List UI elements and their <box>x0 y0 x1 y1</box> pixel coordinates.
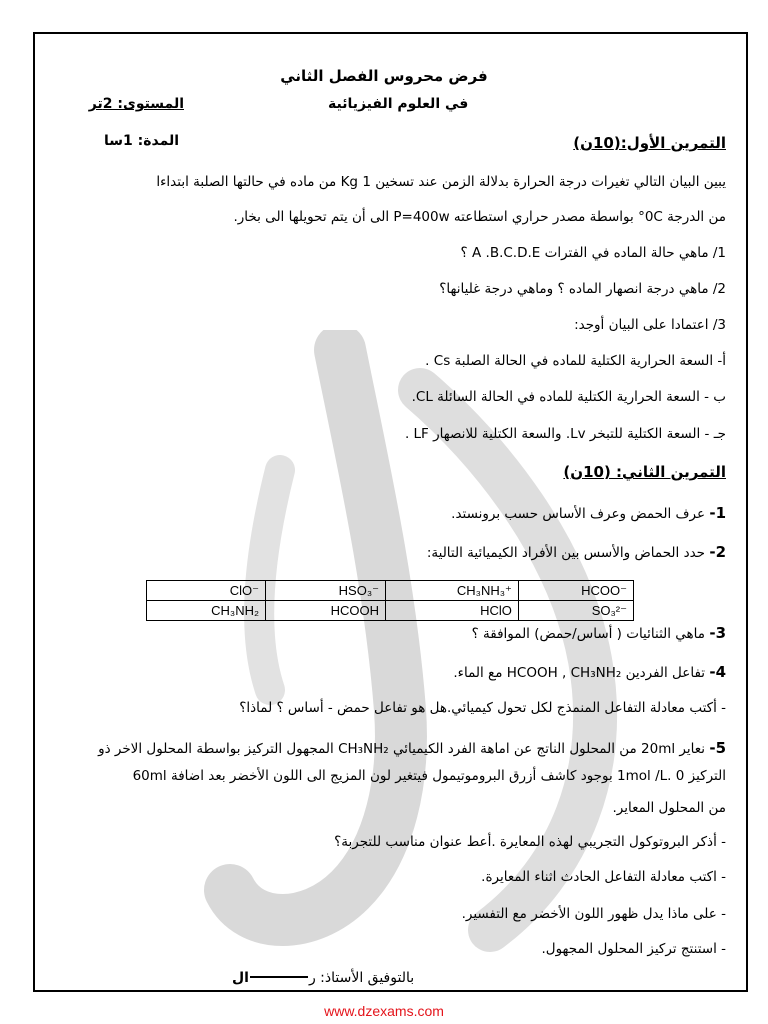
table-cell: HCOO⁻ <box>518 581 633 601</box>
table-cell: HCOOH <box>266 601 386 621</box>
exercise1-intro-line1: يبين البيان التالي تغيرات درجة الحرارة بدلالة الزمن عند تسخين 1 Kg من ماده في حالتها الصلبة ابتداءا <box>156 174 726 190</box>
table-cell: HSO₃⁻ <box>266 581 386 601</box>
footer-url[interactable]: www.dzexams.com <box>324 1003 444 1019</box>
table-cell: CH₃NH₃⁺ <box>386 581 519 601</box>
table-cell: CH₃NH₂ <box>147 601 266 621</box>
exercise2-question5d: - استنتج تركيز المحلول المجهول. <box>541 941 726 957</box>
signature-stroke <box>250 976 308 978</box>
exercise2-question5-line2: التركيز 0 .1mol /L بوجود كاشف أزرق البروموتيمول فيتغير لون المزيج الى اللون الأخضر بعد اضافة 60ml <box>132 768 726 784</box>
table-cell: HClO <box>386 601 519 621</box>
table-cell: SO₃²⁻ <box>518 601 633 621</box>
exercise1-question2: 2/ ماهي درجة انصهار الماده ؟ وماهي درجة غليانها؟ <box>439 281 726 297</box>
exercise1-question3a: أ- السعة الحرارية الكتلية للماده في الحالة الصلبة Cs . <box>425 353 726 369</box>
level-label: المستوى: 2تر <box>88 96 184 112</box>
exercise2-title: التمرين الثاني: (10ن) <box>563 463 726 481</box>
exercise2-question5c: - على ماذا يدل ظهور اللون الأخضر مع التفسير. <box>461 906 726 922</box>
exercise2-question5-line3: من المحلول المعاير. <box>612 800 726 816</box>
table-row <box>147 581 634 601</box>
exercise2-question2: 2- حدد الحماض والأسس بين الأفراد الكيميائية التالية: <box>426 543 726 561</box>
exercise2-question3: 3- ماهي الثنائيات ( أساس/حمض) الموافقة ؟ <box>471 624 726 642</box>
exercise2-question5-line1: 5- نعاير 20ml من المحلول الناتج عن اماهة الفرد الكيميائي CH₃NH₂ المجهول التركيز بواسطة المحلول الاخر ذو <box>98 739 726 757</box>
exercise1-question3: 3/ اعتمادا على البيان أوجد: <box>574 317 726 333</box>
exercise1-question1: 1/ ماهي حالة الماده في الفترات A .B.C.D.E ؟ <box>460 245 726 261</box>
duration-label: المدة: 1سا <box>104 133 180 149</box>
chemical-species-table <box>146 580 634 621</box>
page-title: فرض محروس الفصل الثاني <box>280 67 488 85</box>
exercise1-question3c: جـ - السعة الكتلية للتبخر Lv. والسعة الكتلية للانصهار LF . <box>404 426 726 442</box>
table-cell: ClO⁻ <box>147 581 266 601</box>
exercise2-question5a: - أذكر البروتوكول التجريبي لهذه المعايرة .أعط عنوان مناسب للتجربة؟ <box>334 834 726 850</box>
subject-line: في العلوم الفيزيائية <box>328 96 469 112</box>
exercise2-question5b: - اكتب معادلة التفاعل الحادث اثناء المعايرة. <box>481 869 726 885</box>
exercise1-title: التمرين الأول:(10ن) <box>573 134 726 152</box>
exercise2-question1: 1- عرف الحمض وعرف الأساس حسب برونستد. <box>451 504 726 522</box>
exercise1-question3b: ب - السعة الحرارية الكتلية للماده في الحالة السائلة CL. <box>411 389 726 405</box>
exercise1-intro-line2: من الدرجة 0C° بواسطة مصدر حراري استطاعته P=400w الى أن يتم تحويلها الى بخار. <box>233 209 726 225</box>
exercise2-question4a: - أكتب معادلة التفاعل المنمذج لكل تحول كيميائي.هل هو تفاعل حمض - أساس ؟ لماذا؟ <box>239 700 726 716</box>
signature: بالتوفيق الأستاذ: رال <box>232 970 415 986</box>
table-row <box>147 601 634 621</box>
exercise2-question4: 4- تفاعل الفردين HCOOH , CH₃NH₂ مع الماء. <box>453 663 726 681</box>
